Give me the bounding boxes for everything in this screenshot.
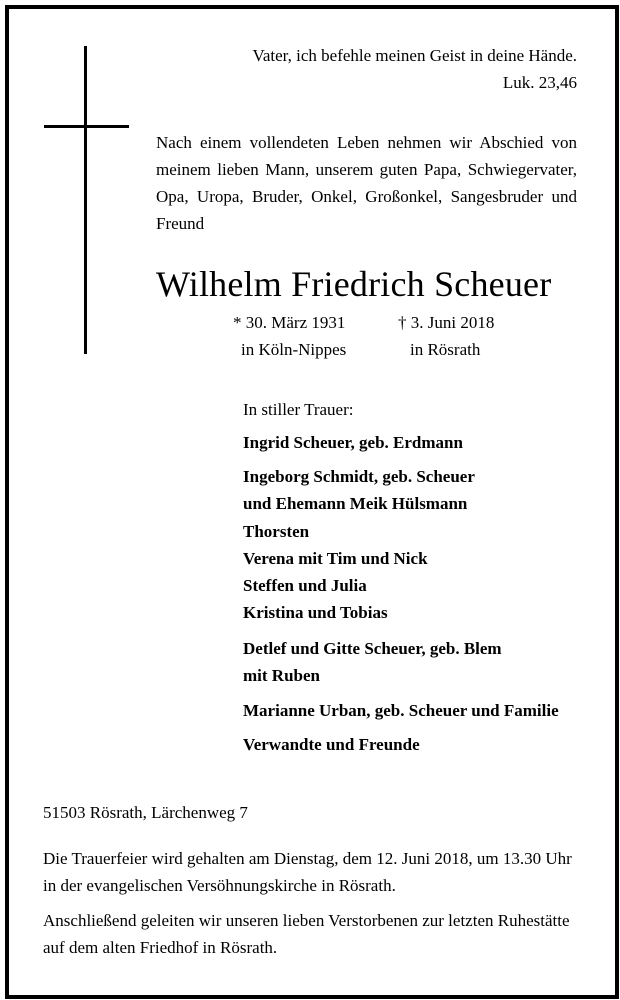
mourner-line: Ingrid Scheuer, geb. Erdmann [243, 433, 463, 452]
mourner-line: Verwandte und Freunde [243, 735, 420, 754]
mourner-line: mit Ruben [243, 666, 320, 685]
death-date: † 3. Juni 2018 [398, 313, 495, 332]
deceased-name: Wilhelm Friedrich Scheuer [156, 264, 552, 304]
bible-reference: Luk. 23,46 [502, 73, 577, 92]
cross-horizontal-bar [44, 125, 129, 128]
death-place: in Rösrath [410, 340, 481, 359]
intro-text: Nach einem vollendeten Leben nehmen wir Abschied von meinem lieben Mann, unserem guten Papa, Schwiegervater, Opa, Uropa, Bruder, Onkel, Großonkel, Sangesbruder und Freund [156, 133, 577, 233]
mourner-line: Ingeborg Schmidt, geb. Scheuer [243, 467, 475, 486]
bible-quote: Vater, ich befehle meinen Geist in deine Hände. [252, 46, 577, 65]
mourner-line: Detlef und Gitte Scheuer, geb. Blem [243, 639, 502, 658]
mourner-line: Verena mit Tim und Nick [243, 549, 428, 568]
mourner-line: Marianne Urban, geb. Scheuer und Familie [243, 701, 559, 720]
cross-vertical-bar [84, 46, 87, 354]
service-text-line: auf dem alten Friedhof in Rösrath. [43, 938, 278, 957]
mourner-line: Thorsten [243, 522, 310, 541]
birth-place: in Köln-Nippes [241, 340, 347, 359]
service-text-line: in der evangelischen Versöhnungskirche in Rösrath. [43, 876, 396, 895]
mourners-heading: In stiller Trauer: [243, 400, 354, 419]
mourner-line: Kristina und Tobias [243, 603, 388, 622]
address: 51503 Rösrath, Lärchenweg 7 [43, 803, 248, 822]
birth-date: * 30. März 1931 [233, 313, 346, 332]
service-text-line: Die Trauerfeier wird gehalten am Dienstag, dem 12. Juni 2018, um 13.30 Uhr [43, 849, 572, 868]
mourner-line: Steffen und Julia [243, 576, 367, 595]
service-text-line: Anschließend geleiten wir unseren lieben Verstorbenen zur letzten Ruhestätte [43, 911, 570, 930]
mourner-line: und Ehemann Meik Hülsmann [243, 494, 468, 513]
